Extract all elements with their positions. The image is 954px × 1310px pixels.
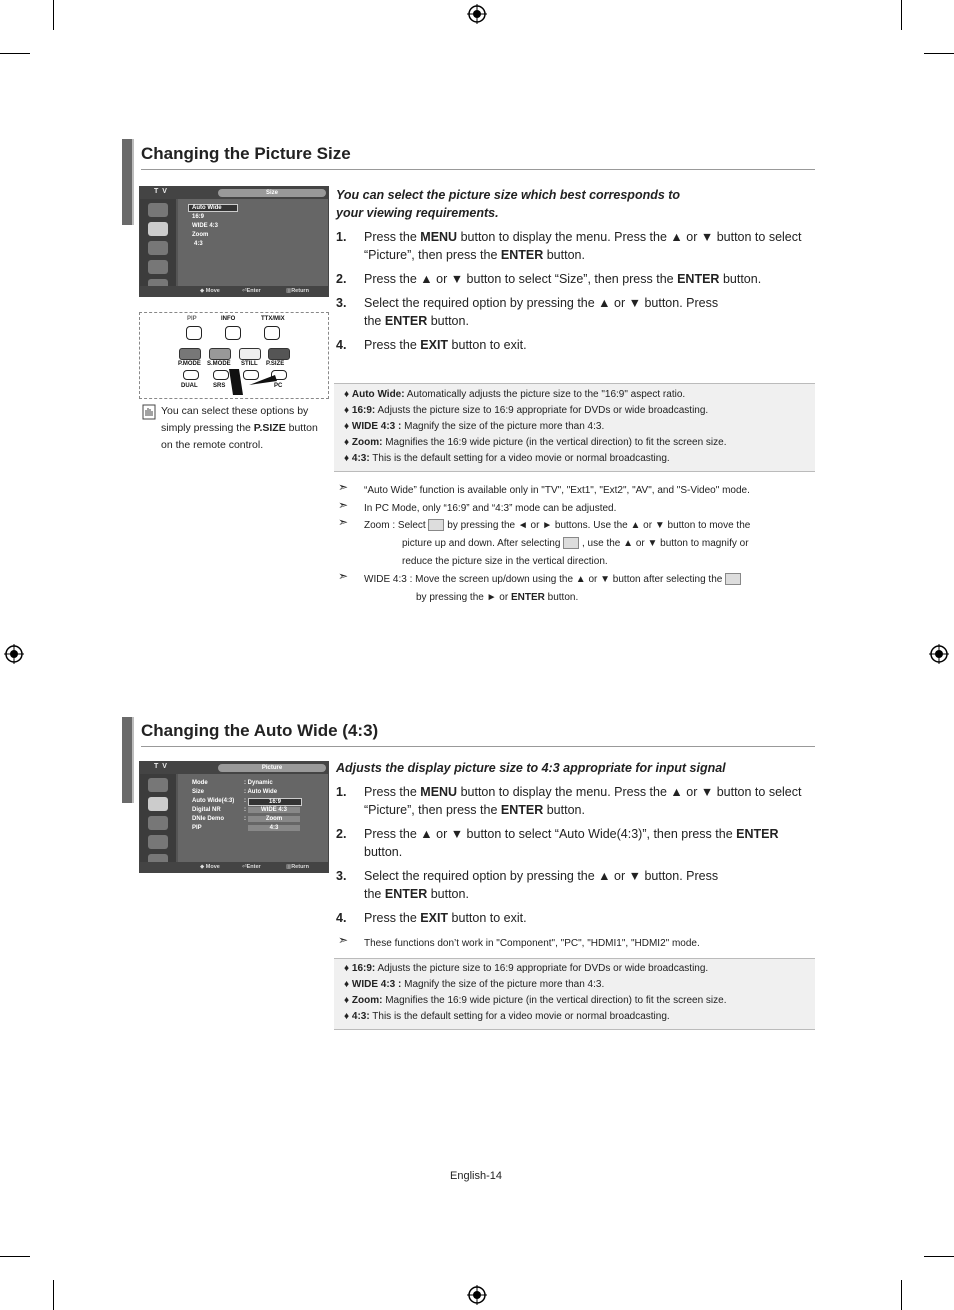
pointer-arrow-icon <box>229 365 289 399</box>
section-bar <box>122 139 134 225</box>
zoom-adjust-icon <box>563 537 579 549</box>
section2-intro: Adjusts the display picture size to 4:3 appropriate for input signal <box>336 761 726 775</box>
osd-panel <box>178 199 328 286</box>
osd-enter: Enter <box>246 864 261 870</box>
registration-mark-icon <box>467 4 487 24</box>
osd-row-value: : Auto Wide <box>244 789 278 795</box>
osd-move: Move <box>205 864 220 870</box>
osd-menu-picture <box>139 761 329 873</box>
section-bar <box>122 717 134 803</box>
note-text: In PC Mode, only “16:9” and “4:3” mode can be adjusted. <box>364 503 617 514</box>
osd-choice: Zoom <box>248 816 300 822</box>
registration-mark-icon <box>467 1285 487 1305</box>
remote-label-ttx: TTX/MIX <box>261 316 285 322</box>
osd-row-key: Mode <box>192 780 208 786</box>
remote-label-pip: PIP <box>187 316 197 322</box>
osd-item: Zoom <box>192 232 209 238</box>
remote-label-still: STILL <box>241 361 258 367</box>
option-line: ♦ Zoom: Magnifies the 16:9 wide picture (in the vertical direction) to fit the screen size. <box>344 995 727 1006</box>
osd-row-value: : Dynamic <box>244 780 273 786</box>
remote-label-pmode: P.MODE <box>178 361 201 367</box>
osd-row-value: : <box>244 798 246 804</box>
remote-label-smode: S.MODE <box>207 361 231 367</box>
osd-item: WIDE 4:3 <box>192 223 219 229</box>
crop-mark <box>901 1280 902 1310</box>
section-rule <box>141 746 815 747</box>
note-text: Zoom : Select by pressing the ◄ or ► buttons. Use the ▲ or ▼ button to move the <box>364 520 751 531</box>
osd-tv-label: T V <box>154 763 168 770</box>
section-rule <box>141 169 815 170</box>
tip-text: You can select these options by simply pressing the P.SIZE button on the remote control. <box>161 405 318 451</box>
page-number: English-14 <box>450 1170 502 1182</box>
option-line: ♦ 4:3: This is the default setting for a video movie or normal broadcasting. <box>344 1011 670 1022</box>
osd-choice-selected: 16:9 <box>248 798 302 806</box>
section1-intro: You can select the picture size which best corresponds to your viewing requirements. <box>336 188 681 220</box>
remote-label-dual: DUAL <box>181 383 198 389</box>
osd-enter: Enter <box>246 288 261 294</box>
note-text: These functions don’t work in "Component", "PC", "HDMI1", "HDMI2" mode. <box>364 938 700 949</box>
note-text: WIDE 4:3 : Move the screen up/down using the ▲ or ▼ button after selecting the <box>364 571 741 589</box>
osd-choice: WIDE 4:3 <box>248 807 300 813</box>
remote-control-illustration <box>139 312 329 399</box>
crop-mark <box>901 0 902 30</box>
osd-panel <box>178 774 328 862</box>
note-text: by pressing the ► or ENTER button. <box>416 592 579 603</box>
note-text: picture up and down. After selecting , use the ▲ or ▼ button to magnify or <box>402 538 749 549</box>
option-line: ♦ Auto Wide: Automatically adjusts the picture size to the "16:9" aspect ratio. <box>344 389 686 400</box>
osd-footer: ◆ Move ⏎Enter ▥Return <box>140 286 328 296</box>
note-arrow-icon: ➣ <box>338 515 349 529</box>
crop-mark <box>53 0 54 30</box>
osd-item-auto-wide: Auto Wide <box>188 204 238 212</box>
option-line: ♦ Zoom: Magnifies the 16:9 wide picture (in the vertical direction) to fit the screen size. <box>344 437 727 448</box>
osd-item: 16:9 <box>192 214 205 220</box>
note-text: “Auto Wide” function is available only in "TV", "Ext1", "Ext2", "AV", and "S-Video" mode. <box>364 485 750 496</box>
osd-footer: ◆ Move ⏎Enter ▥Return <box>140 862 328 872</box>
registration-mark-icon <box>4 644 24 664</box>
note-arrow-icon: ➣ <box>338 480 349 494</box>
section-title: Changing the Auto Wide (4:3) <box>141 721 379 740</box>
crop-mark <box>0 1256 30 1257</box>
osd-return: Return <box>291 864 309 870</box>
osd-row-key: PIP <box>192 825 202 831</box>
remote-label-psize: P.SIZE <box>266 361 285 367</box>
note-arrow-icon: ➣ <box>338 933 349 947</box>
osd-row-key: Size <box>192 789 205 795</box>
note-text: reduce the picture size in the vertical direction. <box>402 556 608 567</box>
osd-item: 4:3 <box>194 241 203 247</box>
note-hand-icon <box>142 404 156 420</box>
osd-row-key: Auto Wide(4:3) <box>192 798 235 804</box>
option-line: ♦ 16:9: Adjusts the picture size to 16:9 appropriate for DVDs or wide broadcasting. <box>344 963 709 974</box>
note-arrow-icon: ➣ <box>338 498 349 512</box>
crop-mark <box>0 53 30 54</box>
note-arrow-icon: ➣ <box>338 569 349 583</box>
registration-mark-icon <box>929 644 949 664</box>
remote-label-info: INFO <box>221 316 236 322</box>
options-box <box>334 383 815 472</box>
osd-row-value: : <box>244 816 246 822</box>
osd-tv-label: T V <box>154 188 168 195</box>
crop-mark <box>924 53 954 54</box>
osd-choice: 4:3 <box>248 825 300 831</box>
option-line: ♦ 16:9: Adjusts the picture size to 16:9 appropriate for DVDs or wide broadcasting. <box>344 405 709 416</box>
option-line: ♦ WIDE 4:3 : Magnify the size of the picture more than 4:3. <box>344 979 605 990</box>
crop-mark <box>53 1280 54 1310</box>
remote-label-pc: PC <box>274 383 283 389</box>
osd-menu-title: Picture <box>218 764 326 772</box>
option-line: ♦ 4:3: This is the default setting for a video movie or normal broadcasting. <box>344 453 670 464</box>
crop-mark <box>924 1256 954 1257</box>
options-box <box>334 958 815 1030</box>
osd-sidebar <box>140 199 176 286</box>
zoom-icon <box>428 519 444 531</box>
osd-move: Move <box>205 288 220 294</box>
option-line: ♦ WIDE 4:3 : Magnify the size of the picture more than 4:3. <box>344 421 605 432</box>
osd-sidebar <box>140 774 176 862</box>
wide-icon <box>725 573 741 585</box>
osd-return: Return <box>291 288 309 294</box>
osd-menu-title: Size <box>218 189 326 197</box>
section-title: Changing the Picture Size <box>141 144 351 163</box>
osd-row-key: DNIe Demo <box>192 816 225 822</box>
remote-label-srs: SRS <box>213 383 226 389</box>
osd-menu-size <box>139 186 329 297</box>
osd-row-value: : <box>244 807 246 813</box>
osd-row-key: Digital NR <box>192 807 221 813</box>
